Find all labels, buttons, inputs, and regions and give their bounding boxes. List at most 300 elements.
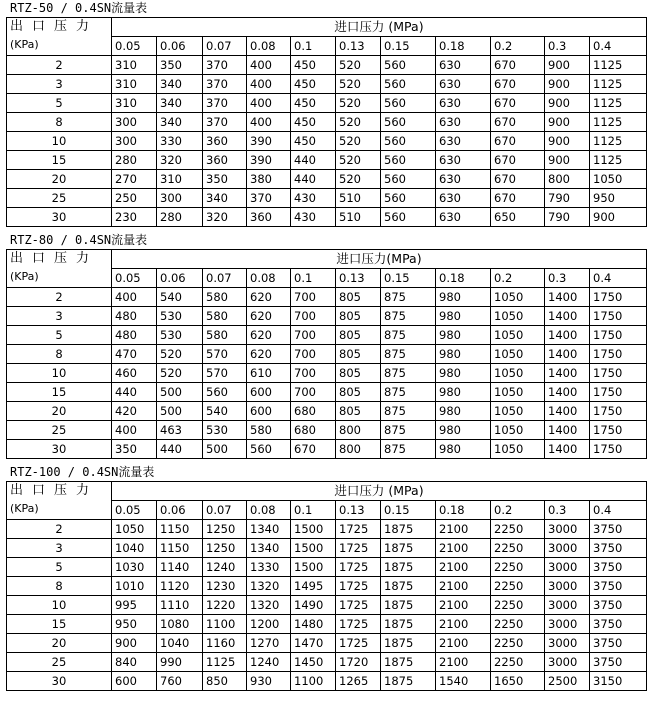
flow-value-cell: 1220 — [203, 596, 247, 615]
table-row — [7, 326, 647, 345]
flow-value-cell: 1125 — [590, 75, 647, 94]
flow-value-cell: 3750 — [590, 558, 647, 577]
flow-value-cell: 580 — [203, 307, 247, 326]
flow-value-cell: 670 — [491, 132, 545, 151]
inlet-pressure-cell: 0.3 — [545, 269, 590, 288]
table-row — [7, 56, 647, 75]
flow-value-cell: 520 — [336, 151, 381, 170]
flow-value-cell: 3750 — [590, 577, 647, 596]
flow-value-cell: 805 — [336, 345, 381, 364]
flow-value-cell: 800 — [336, 421, 381, 440]
flow-value-cell: 1125 — [203, 653, 247, 672]
inlet-pressure-cell: 0.06 — [157, 501, 203, 520]
inlet-pressure-header: 进口压力 (MPa) — [112, 18, 647, 37]
outlet-pressure-cell: 5 — [7, 94, 112, 113]
flow-value-cell: 530 — [157, 307, 203, 326]
flow-value-cell: 980 — [436, 307, 491, 326]
flow-value-cell: 1875 — [381, 672, 436, 691]
flow-value-cell: 520 — [336, 170, 381, 189]
flow-value-cell: 680 — [291, 402, 336, 421]
flow-value-cell: 1750 — [590, 364, 647, 383]
outlet-pressure-cell: 10 — [7, 132, 112, 151]
flow-value-cell: 620 — [247, 345, 291, 364]
flow-value-cell: 1720 — [336, 653, 381, 672]
flow-value-cell: 1050 — [491, 326, 545, 345]
flow-value-cell: 875 — [381, 383, 436, 402]
flow-value-cell: 1400 — [545, 383, 590, 402]
inlet-pressure-cell: 0.13 — [336, 501, 381, 520]
flow-value-cell: 1240 — [203, 558, 247, 577]
flow-value-cell: 900 — [545, 132, 590, 151]
inlet-pressure-cell: 0.3 — [545, 501, 590, 520]
flow-value-cell: 1050 — [491, 421, 545, 440]
table-row — [7, 113, 647, 132]
outlet-pressure-cell: 3 — [7, 307, 112, 326]
outlet-pressure-label: 出口压力 — [10, 251, 99, 266]
flow-value-cell: 1400 — [545, 440, 590, 459]
flow-value-cell: 650 — [491, 208, 545, 227]
table-row — [7, 402, 647, 421]
outlet-pressure-label: 出口压力 — [10, 483, 99, 498]
flow-value-cell: 450 — [291, 56, 336, 75]
flow-value-cell: 380 — [247, 170, 291, 189]
table-row — [7, 634, 647, 653]
flow-value-cell: 1470 — [291, 634, 336, 653]
flow-value-cell: 440 — [291, 170, 336, 189]
inlet-pressure-cell: 0.13 — [336, 37, 381, 56]
flow-value-cell: 630 — [436, 94, 491, 113]
flow-value-cell: 1500 — [291, 558, 336, 577]
table-row — [7, 94, 647, 113]
flow-value-cell: 450 — [291, 75, 336, 94]
flow-value-cell: 530 — [157, 326, 203, 345]
inlet-pressure-header: 进口压力(MPa) — [112, 250, 647, 269]
flow-value-cell: 1875 — [381, 634, 436, 653]
flow-value-cell: 510 — [336, 189, 381, 208]
flow-value-cell: 510 — [336, 208, 381, 227]
table-row — [7, 75, 647, 94]
outlet-pressure-unit: (KPa) — [10, 38, 39, 51]
flow-value-cell: 1650 — [491, 672, 545, 691]
flow-value-cell: 330 — [157, 132, 203, 151]
header-row — [7, 18, 647, 37]
flow-value-cell: 790 — [545, 189, 590, 208]
table-model: RTZ-50 / 0.4SN — [10, 1, 112, 15]
flow-value-cell: 805 — [336, 326, 381, 345]
flow-value-cell: 400 — [112, 288, 157, 307]
flow-value-cell: 1750 — [590, 326, 647, 345]
table-title — [10, 465, 154, 480]
inlet-pressure-cell: 0.15 — [381, 501, 436, 520]
table-row — [7, 558, 647, 577]
flow-value-cell: 560 — [381, 170, 436, 189]
flow-value-cell: 400 — [247, 94, 291, 113]
flow-value-cell: 520 — [336, 113, 381, 132]
flow-table — [6, 481, 647, 691]
flow-value-cell: 670 — [491, 75, 545, 94]
flow-value-cell: 670 — [491, 170, 545, 189]
flow-value-cell: 620 — [247, 288, 291, 307]
flow-value-cell: 600 — [247, 383, 291, 402]
flow-value-cell: 700 — [291, 288, 336, 307]
flow-value-cell: 1500 — [291, 520, 336, 539]
flow-value-cell: 1160 — [203, 634, 247, 653]
flow-value-cell: 1340 — [247, 520, 291, 539]
flow-value-cell: 1400 — [545, 288, 590, 307]
outlet-pressure-cell: 10 — [7, 596, 112, 615]
outlet-pressure-cell: 20 — [7, 634, 112, 653]
flow-value-cell: 520 — [336, 75, 381, 94]
inlet-pressure-cell: 0.1 — [291, 37, 336, 56]
flow-value-cell: 310 — [112, 75, 157, 94]
flow-value-cell: 3000 — [545, 558, 590, 577]
flow-value-cell: 580 — [247, 421, 291, 440]
flow-value-cell: 1250 — [203, 520, 247, 539]
flow-value-cell: 900 — [590, 208, 647, 227]
flow-value-cell: 610 — [247, 364, 291, 383]
flow-value-cell: 1400 — [545, 326, 590, 345]
flow-value-cell: 400 — [247, 113, 291, 132]
flow-value-cell: 560 — [381, 189, 436, 208]
flow-value-cell: 1750 — [590, 288, 647, 307]
table-title-suffix: 流量表 — [118, 465, 155, 479]
flow-value-cell: 1725 — [336, 596, 381, 615]
flow-value-cell: 2100 — [436, 596, 491, 615]
flow-value-cell: 1320 — [247, 596, 291, 615]
outlet-pressure-cell: 15 — [7, 615, 112, 634]
flow-value-cell: 980 — [436, 326, 491, 345]
flow-value-cell: 230 — [112, 208, 157, 227]
outlet-pressure-cell: 2 — [7, 520, 112, 539]
inlet-pressure-cell: 0.4 — [590, 37, 647, 56]
outlet-pressure-cell: 30 — [7, 672, 112, 691]
flow-value-cell: 460 — [112, 364, 157, 383]
flow-value-cell: 850 — [203, 672, 247, 691]
flow-value-cell: 1400 — [545, 421, 590, 440]
flow-value-cell: 1140 — [157, 558, 203, 577]
flow-value-cell: 400 — [247, 75, 291, 94]
flow-value-cell: 800 — [336, 440, 381, 459]
flow-value-cell: 430 — [291, 189, 336, 208]
flow-value-cell: 670 — [291, 440, 336, 459]
inlet-pressure-cell: 0.1 — [291, 501, 336, 520]
outlet-pressure-header — [7, 18, 112, 56]
flow-value-cell: 1040 — [112, 539, 157, 558]
table-row — [7, 307, 647, 326]
outlet-pressure-cell: 20 — [7, 402, 112, 421]
flow-value-cell: 1875 — [381, 653, 436, 672]
flow-value-cell: 1100 — [291, 672, 336, 691]
flow-value-cell: 1125 — [590, 94, 647, 113]
flow-value-cell: 480 — [112, 307, 157, 326]
outlet-pressure-header — [7, 482, 112, 520]
flow-value-cell: 1125 — [590, 113, 647, 132]
flow-value-cell: 400 — [247, 56, 291, 75]
flow-value-cell: 370 — [203, 113, 247, 132]
flow-value-cell: 1340 — [247, 539, 291, 558]
flow-value-cell: 2100 — [436, 615, 491, 634]
table-title-suffix: 流量表 — [111, 233, 148, 247]
table-row — [7, 189, 647, 208]
inlet-pressure-cell: 0.15 — [381, 37, 436, 56]
table-title — [10, 233, 147, 248]
flow-value-cell: 1400 — [545, 402, 590, 421]
table-row — [7, 421, 647, 440]
inlet-pressure-cell: 0.1 — [291, 269, 336, 288]
table-row — [7, 596, 647, 615]
flow-value-cell: 1125 — [590, 56, 647, 75]
flow-value-cell: 500 — [157, 383, 203, 402]
flow-value-cell: 790 — [545, 208, 590, 227]
table-row — [7, 615, 647, 634]
outlet-pressure-cell: 8 — [7, 113, 112, 132]
flow-value-cell: 2100 — [436, 539, 491, 558]
flow-value-cell: 1010 — [112, 577, 157, 596]
inlet-pressure-cell: 0.08 — [247, 37, 291, 56]
flow-value-cell: 300 — [112, 113, 157, 132]
flow-value-cell: 450 — [291, 132, 336, 151]
flow-value-cell: 875 — [381, 440, 436, 459]
flow-value-cell: 1150 — [157, 520, 203, 539]
table-row — [7, 672, 647, 691]
inlet-pressure-cell: 0.05 — [112, 37, 157, 56]
flow-value-cell: 440 — [112, 383, 157, 402]
header-row — [7, 250, 647, 269]
flow-value-cell: 900 — [545, 94, 590, 113]
flow-value-cell: 900 — [112, 634, 157, 653]
inlet-pressure-cell: 0.4 — [590, 501, 647, 520]
flow-value-cell: 3750 — [590, 653, 647, 672]
outlet-pressure-cell: 10 — [7, 364, 112, 383]
flow-value-cell: 3750 — [590, 596, 647, 615]
flow-value-cell: 900 — [545, 113, 590, 132]
outlet-pressure-unit: (KPa) — [10, 502, 39, 515]
flow-value-cell: 560 — [381, 208, 436, 227]
flow-table — [6, 17, 647, 227]
flow-value-cell: 280 — [157, 208, 203, 227]
flow-value-cell: 1875 — [381, 520, 436, 539]
flow-value-cell: 995 — [112, 596, 157, 615]
flow-value-cell: 450 — [291, 113, 336, 132]
inlet-pressure-cell: 0.07 — [203, 501, 247, 520]
flow-value-cell: 1750 — [590, 345, 647, 364]
flow-value-cell: 340 — [203, 189, 247, 208]
flow-value-cell: 1875 — [381, 558, 436, 577]
outlet-pressure-cell: 2 — [7, 56, 112, 75]
flow-value-cell: 875 — [381, 364, 436, 383]
flow-value-cell: 3000 — [545, 634, 590, 653]
inlet-pressure-cell: 0.05 — [112, 501, 157, 520]
inlet-pressure-cell: 0.13 — [336, 269, 381, 288]
flow-value-cell: 875 — [381, 421, 436, 440]
flow-value-cell: 450 — [291, 94, 336, 113]
flow-value-cell: 1265 — [336, 672, 381, 691]
flow-value-cell: 620 — [247, 307, 291, 326]
inlet-pressure-cell: 0.2 — [491, 37, 545, 56]
inlet-pressure-cell: 0.2 — [491, 501, 545, 520]
flow-value-cell: 1875 — [381, 615, 436, 634]
flow-value-cell: 980 — [436, 421, 491, 440]
flow-value-cell: 875 — [381, 307, 436, 326]
flow-value-cell: 875 — [381, 288, 436, 307]
table-model: RTZ-80 / 0.4SN — [10, 233, 112, 247]
flow-value-cell: 580 — [203, 288, 247, 307]
flow-value-cell: 875 — [381, 402, 436, 421]
flow-value-cell: 700 — [291, 326, 336, 345]
flow-value-cell: 463 — [157, 421, 203, 440]
flow-value-cell: 840 — [112, 653, 157, 672]
flow-value-cell: 340 — [157, 94, 203, 113]
outlet-pressure-cell: 15 — [7, 151, 112, 170]
outlet-pressure-unit: (KPa) — [10, 270, 39, 283]
outlet-pressure-header — [7, 250, 112, 288]
inlet-pressure-header: 进口压力 (MPa) — [112, 482, 647, 501]
flow-value-cell: 1875 — [381, 577, 436, 596]
flow-value-cell: 670 — [491, 94, 545, 113]
flow-value-cell: 310 — [157, 170, 203, 189]
flow-value-cell: 600 — [112, 672, 157, 691]
flow-value-cell: 900 — [545, 151, 590, 170]
flow-value-cell: 1050 — [491, 288, 545, 307]
flow-value-cell: 2250 — [491, 577, 545, 596]
flow-value-cell: 1125 — [590, 132, 647, 151]
outlet-pressure-cell: 30 — [7, 440, 112, 459]
flow-value-cell: 800 — [545, 170, 590, 189]
flow-value-cell: 3000 — [545, 653, 590, 672]
flow-value-cell: 630 — [436, 56, 491, 75]
flow-value-cell: 805 — [336, 402, 381, 421]
table-row — [7, 364, 647, 383]
table-row — [7, 577, 647, 596]
flow-value-cell: 1270 — [247, 634, 291, 653]
flow-value-cell: 1725 — [336, 634, 381, 653]
flow-value-cell: 670 — [491, 113, 545, 132]
flow-value-cell: 670 — [491, 56, 545, 75]
flow-value-cell: 1150 — [157, 539, 203, 558]
flow-value-cell: 1050 — [491, 345, 545, 364]
outlet-pressure-cell: 25 — [7, 189, 112, 208]
flow-value-cell: 1050 — [491, 307, 545, 326]
flow-value-cell: 950 — [112, 615, 157, 634]
flow-value-cell: 570 — [203, 345, 247, 364]
flow-value-cell: 520 — [157, 364, 203, 383]
flow-value-cell: 300 — [157, 189, 203, 208]
flow-value-cell: 270 — [112, 170, 157, 189]
flow-value-cell: 2100 — [436, 653, 491, 672]
inlet-pressure-cell: 0.07 — [203, 269, 247, 288]
flow-value-cell: 560 — [381, 113, 436, 132]
outlet-pressure-cell: 8 — [7, 577, 112, 596]
flow-value-cell: 700 — [291, 307, 336, 326]
flow-value-cell: 1050 — [491, 440, 545, 459]
flow-value-cell: 520 — [336, 132, 381, 151]
flow-value-cell: 560 — [381, 151, 436, 170]
flow-value-cell: 2250 — [491, 558, 545, 577]
flow-value-cell: 805 — [336, 307, 381, 326]
flow-value-cell: 520 — [336, 56, 381, 75]
flow-value-cell: 3750 — [590, 539, 647, 558]
flow-value-cell: 320 — [203, 208, 247, 227]
inlet-pressure-cell: 0.18 — [436, 37, 491, 56]
flow-value-cell: 980 — [436, 383, 491, 402]
flow-value-cell: 2250 — [491, 596, 545, 615]
flow-value-cell: 1875 — [381, 539, 436, 558]
flow-value-cell: 630 — [436, 208, 491, 227]
flow-value-cell: 560 — [203, 383, 247, 402]
outlet-pressure-cell: 25 — [7, 421, 112, 440]
inlet-pressure-cell: 0.15 — [381, 269, 436, 288]
flow-value-cell: 1200 — [247, 615, 291, 634]
table-model: RTZ-100 / 0.4SN — [10, 465, 119, 479]
flow-value-cell: 700 — [291, 383, 336, 402]
flow-value-cell: 805 — [336, 383, 381, 402]
flow-value-cell: 500 — [203, 440, 247, 459]
flow-value-cell: 280 — [112, 151, 157, 170]
flow-value-cell: 950 — [590, 189, 647, 208]
flow-value-cell: 630 — [436, 132, 491, 151]
flow-value-cell: 2250 — [491, 615, 545, 634]
inlet-pressure-cell: 0.08 — [247, 269, 291, 288]
outlet-pressure-cell: 5 — [7, 558, 112, 577]
table-row — [7, 170, 647, 189]
flow-value-cell: 390 — [247, 151, 291, 170]
flow-value-cell: 350 — [112, 440, 157, 459]
flow-value-cell: 1400 — [545, 364, 590, 383]
flow-value-cell: 1320 — [247, 577, 291, 596]
flow-value-cell: 360 — [203, 132, 247, 151]
flow-value-cell: 560 — [381, 94, 436, 113]
flow-value-cell: 3150 — [590, 672, 647, 691]
flow-value-cell: 1750 — [590, 383, 647, 402]
flow-value-cell: 480 — [112, 326, 157, 345]
outlet-pressure-cell: 8 — [7, 345, 112, 364]
flow-value-cell: 620 — [247, 326, 291, 345]
table-row — [7, 132, 647, 151]
inlet-pressure-cell: 0.18 — [436, 269, 491, 288]
inlet-pressure-cell: 0.07 — [203, 37, 247, 56]
flow-value-cell: 805 — [336, 288, 381, 307]
flow-value-cell: 440 — [291, 151, 336, 170]
table-row — [7, 539, 647, 558]
flow-value-cell: 250 — [112, 189, 157, 208]
flow-value-cell: 1050 — [491, 402, 545, 421]
flow-value-cell: 3000 — [545, 520, 590, 539]
flow-value-cell: 930 — [247, 672, 291, 691]
flow-value-cell: 700 — [291, 364, 336, 383]
flow-value-cell: 310 — [112, 56, 157, 75]
flow-value-cell: 1750 — [590, 402, 647, 421]
flow-value-cell: 2100 — [436, 577, 491, 596]
flow-value-cell: 630 — [436, 113, 491, 132]
outlet-pressure-cell: 15 — [7, 383, 112, 402]
flow-value-cell: 805 — [336, 364, 381, 383]
flow-value-cell: 630 — [436, 75, 491, 94]
flow-value-cell: 470 — [112, 345, 157, 364]
outlet-pressure-cell: 3 — [7, 539, 112, 558]
inlet-pressure-cell: 0.4 — [590, 269, 647, 288]
flow-value-cell: 900 — [545, 56, 590, 75]
inlet-pressure-cell: 0.2 — [491, 269, 545, 288]
flow-value-cell: 500 — [157, 402, 203, 421]
flow-value-cell: 2250 — [491, 520, 545, 539]
flow-value-cell: 360 — [247, 208, 291, 227]
flow-value-cell: 1725 — [336, 577, 381, 596]
flow-value-cell: 3000 — [545, 596, 590, 615]
flow-value-cell: 990 — [157, 653, 203, 672]
flow-value-cell: 1100 — [203, 615, 247, 634]
flow-value-cell: 520 — [336, 94, 381, 113]
flow-value-cell: 390 — [247, 132, 291, 151]
